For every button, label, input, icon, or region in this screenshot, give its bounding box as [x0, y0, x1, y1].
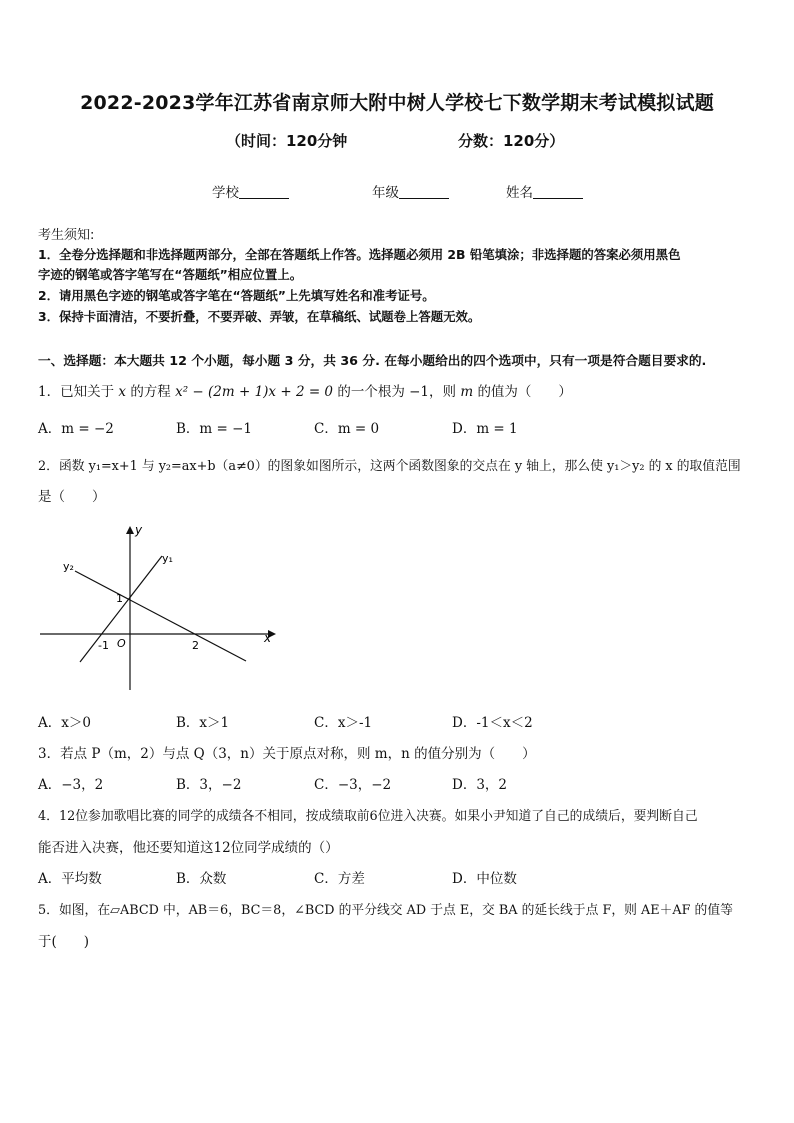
- q3-option-c[interactable]: C．−3，−2: [314, 777, 392, 793]
- time-label: （时间：120分钟: [226, 132, 348, 150]
- school-field[interactable]: [212, 181, 289, 201]
- q4-line-1: 4．12位参加歌唱比赛的同学的成绩各不相同，按成绩取前6位进入决赛。如果小尹知道了自己的成绩后，要判断自己: [38, 809, 698, 824]
- q4-line-2: 能否进入决赛，他还要知道这12位同学成绩的（）: [38, 840, 339, 856]
- q1-var-m: m: [460, 384, 474, 400]
- q3-option-a[interactable]: A．−3，2: [38, 777, 104, 793]
- q4-option-d[interactable]: D．中位数: [452, 871, 517, 887]
- q1-option-b[interactable]: B．m = −1: [176, 421, 253, 437]
- q2-option-b[interactable]: B．x＞1: [176, 715, 230, 731]
- q1-option-c[interactable]: C．m = 0: [314, 421, 380, 437]
- grade-label: 年级: [372, 185, 399, 201]
- q4-option-b[interactable]: B．众数: [176, 871, 227, 887]
- q4-option-a[interactable]: A．平均数: [38, 871, 102, 887]
- notice-heading: 考生须知:: [38, 228, 95, 243]
- name-field[interactable]: [506, 181, 583, 201]
- notice-item-3: 3．保持卡面清洁，不要折叠，不要弄破、弄皱，在草稿纸、试题卷上答题无效。: [38, 309, 481, 324]
- q1-text-3: 的一个根为 −1，则: [337, 384, 457, 400]
- grade-blank[interactable]: [399, 186, 449, 199]
- x-axis-label: x: [264, 631, 272, 645]
- q1-option-a[interactable]: A．m = −2: [38, 421, 114, 437]
- exam-title: 2022-2023学年江苏省南京师大附中树人学校七下数学期末考试模拟试题: [80, 92, 714, 114]
- score-label: 分数：120分）: [458, 132, 565, 150]
- q1-var-x: x: [118, 384, 127, 400]
- origin-label: O: [117, 637, 126, 650]
- q2-option-c[interactable]: C．x＞-1: [314, 715, 373, 731]
- q1-text-2: 的方程: [130, 384, 171, 400]
- q5-line-2: 于( ): [38, 934, 90, 950]
- q2-line-2: 是（ ）: [38, 489, 106, 505]
- q2-option-a[interactable]: A．x＞0: [38, 715, 91, 731]
- q1-text-4: 的值为（ ）: [477, 384, 572, 400]
- q3-option-d[interactable]: D．3，2: [452, 777, 508, 793]
- y-axis-arrow: [126, 526, 134, 534]
- school-blank[interactable]: [239, 186, 289, 199]
- q1-option-d[interactable]: D．m = 1: [452, 421, 518, 437]
- q3-option-b[interactable]: B．3，−2: [176, 777, 242, 793]
- q1-text-1: 1．已知关于: [38, 384, 115, 400]
- q4-option-c[interactable]: C．方差: [314, 871, 365, 887]
- q5-line-1: 5．如图，在▱ABCD 中，AB＝6，BC＝8，∠BCD 的平分线交 AD 于点 E，交 BA 的延长线于点 F，则 AE＋AF 的值等: [38, 903, 733, 918]
- notice-item-1-line-1: 1．全卷分选择题和非选择题两部分，全部在答题纸上作答。选择题必须用 2B 铅笔填涂；非选择题的答案必须用黑色: [38, 247, 681, 262]
- notice-item-2: 2．请用黑色字迹的钢笔或答字笔在“答题纸”上先填写姓名和准考证号。: [38, 288, 435, 303]
- y-axis-label: y: [135, 523, 143, 537]
- q2-line-1: 2．函数 y₁=x+1 与 y₂=ax+b（a≠0）的图象如图所示，这两个函数图象的交点在 y 轴上，那么使 y₁＞y₂ 的 x 的取值范围: [38, 459, 741, 474]
- name-blank[interactable]: [533, 186, 583, 199]
- tick-label-1: 1: [116, 592, 123, 605]
- tick-label-2: 2: [192, 639, 199, 652]
- name-label: 姓名: [506, 185, 533, 201]
- grade-field[interactable]: [372, 181, 449, 201]
- notice-item-1-line-2: 字迹的钢笔或答字笔写在“答题纸”相应位置上。: [38, 267, 303, 282]
- q1-equation: x² − (2m + 1)x + 2 = 0: [175, 384, 334, 400]
- section-1-heading: 一、选择题：本大题共 12 个小题，每小题 3 分，共 36 分. 在每小题给出的四个选项中，只有一项是符合题目要求的.: [38, 353, 707, 368]
- question-3: 3．若点 P（m，2）与点 Q（3，n）关于原点对称，则 m，n 的值分别为（ ）: [38, 746, 536, 762]
- q2-function-graph: [30, 518, 290, 698]
- tick-label-neg1: -1: [98, 639, 109, 652]
- y2-label: y₂: [63, 560, 74, 573]
- question-1: [38, 380, 572, 400]
- y1-label: y₁: [162, 552, 173, 565]
- school-label: 学校: [212, 185, 239, 201]
- q2-option-d[interactable]: D．-1＜x＜2: [452, 715, 533, 731]
